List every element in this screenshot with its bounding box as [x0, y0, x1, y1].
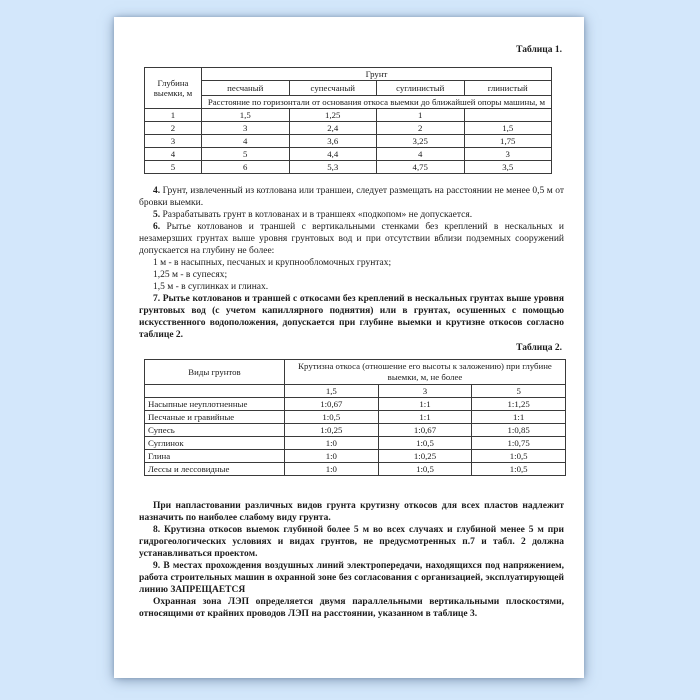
table-cell: 1:0,25: [378, 450, 472, 463]
table-cell: 4,4: [289, 148, 377, 161]
table2-depth-cell: 5: [472, 385, 566, 398]
bottom-paragraphs: [139, 500, 564, 620]
table-cell: 1:0,85: [472, 424, 566, 437]
table-cell: 3,6: [289, 135, 377, 148]
table-cell: 4: [145, 148, 202, 161]
table-cell: 3: [145, 135, 202, 148]
table2-col1-header-cell: Виды грунтов: [145, 360, 285, 385]
table-cell: 3: [464, 148, 552, 161]
table-cell: 1,25: [289, 109, 377, 122]
paragraph-number: 6.: [153, 222, 167, 232]
table-cell: Глина: [145, 450, 285, 463]
table-cell: 1:1,25: [472, 398, 566, 411]
table-cell: 2: [377, 122, 465, 135]
table-cell: 1:0,67: [285, 398, 379, 411]
table-cell: 1:0,75: [472, 437, 566, 450]
table1-soil-distance: [144, 67, 552, 174]
table-cell: 5,3: [289, 161, 377, 174]
table-cell: 1:0: [285, 450, 379, 463]
table-cell: 1:0,5: [285, 411, 379, 424]
table-row: [145, 68, 552, 81]
table-cell: 1:0,5: [378, 463, 472, 476]
table-cell: 4,75: [377, 161, 465, 174]
document-content: [114, 17, 584, 620]
table2-slope-steepness: [144, 359, 566, 476]
table-cell: 5: [145, 161, 202, 174]
table-cell: Лессы и лессовидные: [145, 463, 285, 476]
table-cell: Супесь: [145, 424, 285, 437]
table2-group-header-cell: Крутизна откоса (отношение его высоты к заложению) при глубине выемки, м, не более: [285, 360, 566, 385]
table-row: [145, 96, 552, 109]
paragraph: 1,25 м - в супесях;: [153, 270, 228, 280]
table-cell: [464, 109, 552, 122]
paragraph: 9. В местах прохождения воздушных линий электропередачи, находящихся под напряжением, работа строительных машин в охранной зоне без согласования с организацией, эксплуатирующей линию ЗАПРЕЩАЕТСЯ: [139, 561, 565, 595]
table1-soil-type-cell: суглинистый: [377, 81, 465, 96]
table-cell: 3,25: [377, 135, 465, 148]
paragraph: 7. Рытье котлованов и траншей с откосами без креплений в нескальных грунтах выше уровня грунтовых вод (с учетом капиллярного поднятия) или в грунтах, осушенных с помощью искусственного водоположения, допускается при глубине выемки и крутизне откосов согласно таблице 2.: [139, 294, 565, 340]
table-row: [145, 385, 566, 398]
table-row: [145, 109, 552, 122]
document-page: [114, 17, 584, 678]
table-cell: 1:0: [285, 437, 379, 450]
table-cell: Суглинок: [145, 437, 285, 450]
table-cell: Насыпные неуплотненные: [145, 398, 285, 411]
table1-distance-header-cell: Расстояние по горизонтали от основания откоса выемки до ближайшей опоры машины, м: [202, 96, 552, 109]
table-cell: Песчаные и гравийные: [145, 411, 285, 424]
table-cell: 1,75: [464, 135, 552, 148]
table2-head: [145, 360, 566, 398]
table-cell: 1:0,5: [472, 463, 566, 476]
paragraph-number: 8.: [153, 525, 165, 535]
table1-soil-type-cell: супесчаный: [289, 81, 377, 96]
paragraph-number: 5.: [153, 210, 163, 220]
table1-soil-type-cell: глинистый: [464, 81, 552, 96]
table-cell: 3: [202, 122, 290, 135]
paragraph-number: 4.: [153, 186, 163, 196]
paragraph: 8. Крутизна откосов выемок глубиной более 5 м во всех случаях и глубиной менее 5 м при гидрогеологических условиях и видах грунтов, не предусмотренных п.7 и табл. 2 должна устанавливаться проектом.: [139, 525, 564, 559]
table-cell: 1:0,5: [472, 450, 566, 463]
table-cell: 1:0: [285, 463, 379, 476]
table2-depth-cell: 1,5: [285, 385, 379, 398]
table-cell: 1: [145, 109, 202, 122]
paragraph-number: 7.: [153, 294, 163, 304]
table-cell: 1:0,67: [378, 424, 472, 437]
table-cell: 1:0,5: [378, 437, 472, 450]
table-row: [145, 450, 566, 463]
table-row: [145, 398, 566, 411]
table-row: [145, 122, 552, 135]
table-row: [145, 148, 552, 161]
table-row: [145, 424, 566, 437]
table1-body: [145, 68, 552, 109]
table-cell: 2,4: [289, 122, 377, 135]
table2-empty-cell: [145, 385, 285, 398]
paragraph: 5. Разрабатывать грунт в котлованах и в траншеях «подкопом» не допускается.: [153, 210, 473, 220]
table-cell: 1:1: [378, 411, 472, 424]
paragraph: Охранная зона ЛЭП определяется двумя параллельными вертикальными плоскостями, относящими от крайних проводов ЛЭП на расстоянии, указанном в таблице 3.: [139, 597, 564, 619]
paragraph: 6. Рытье котлованов и траншей с вертикальными стенками без креплений в нескальных и незамерзших грунтах выше уровня грунтовых вод и при отсутствии вблизи подземных сооружений допускается на глубину не более:: [139, 222, 564, 256]
table-row: [145, 411, 566, 424]
table-row: [145, 81, 552, 96]
table1-soil-type-cell: песчаный: [202, 81, 290, 96]
table-row: [145, 161, 552, 174]
paragraph: 1 м - в насыпных, песчаных и крупнообломочных грунтах;: [153, 258, 392, 268]
table-cell: 1: [377, 109, 465, 122]
paragraph: 1,5 м - в суглинках и глинах.: [153, 282, 269, 292]
table-cell: 1:1: [472, 411, 566, 424]
table-row: [145, 437, 566, 450]
table-cell: 1:1: [378, 398, 472, 411]
table1-group-header-cell: Грунт: [202, 68, 552, 81]
table-cell: 1:0,25: [285, 424, 379, 437]
table1-caption: Таблица 1.: [516, 45, 562, 55]
table-cell: 1,5: [202, 109, 290, 122]
table2-caption: Таблица 2.: [516, 343, 562, 353]
table-cell: 6: [202, 161, 290, 174]
paragraph: 4. Грунт, извлеченный из котлована или траншеи, следует размещать на расстоянии не менее 0,5 м от бровки выемки.: [139, 186, 564, 208]
middle-paragraphs: [139, 185, 564, 341]
table-cell: 2: [145, 122, 202, 135]
paragraph-number: 9.: [153, 561, 164, 571]
paragraph: При напластовании различных видов грунта крутизну откосов для всех пластов надлежит назначить по наиболее слабому виду грунта.: [139, 501, 564, 523]
table-cell: 4: [202, 135, 290, 148]
table-row: [145, 135, 552, 148]
table-row: [145, 360, 566, 385]
table-row: [145, 463, 566, 476]
table-cell: 5: [202, 148, 290, 161]
table-cell: 3,5: [464, 161, 552, 174]
table-cell: 4: [377, 148, 465, 161]
table2-depth-cell: 3: [378, 385, 472, 398]
table1-depth-header-cell: Глубина выемки, м: [145, 68, 202, 109]
table-cell: 1,5: [464, 122, 552, 135]
table2-data-rows: [145, 398, 566, 476]
table1-data-rows: [145, 109, 552, 174]
